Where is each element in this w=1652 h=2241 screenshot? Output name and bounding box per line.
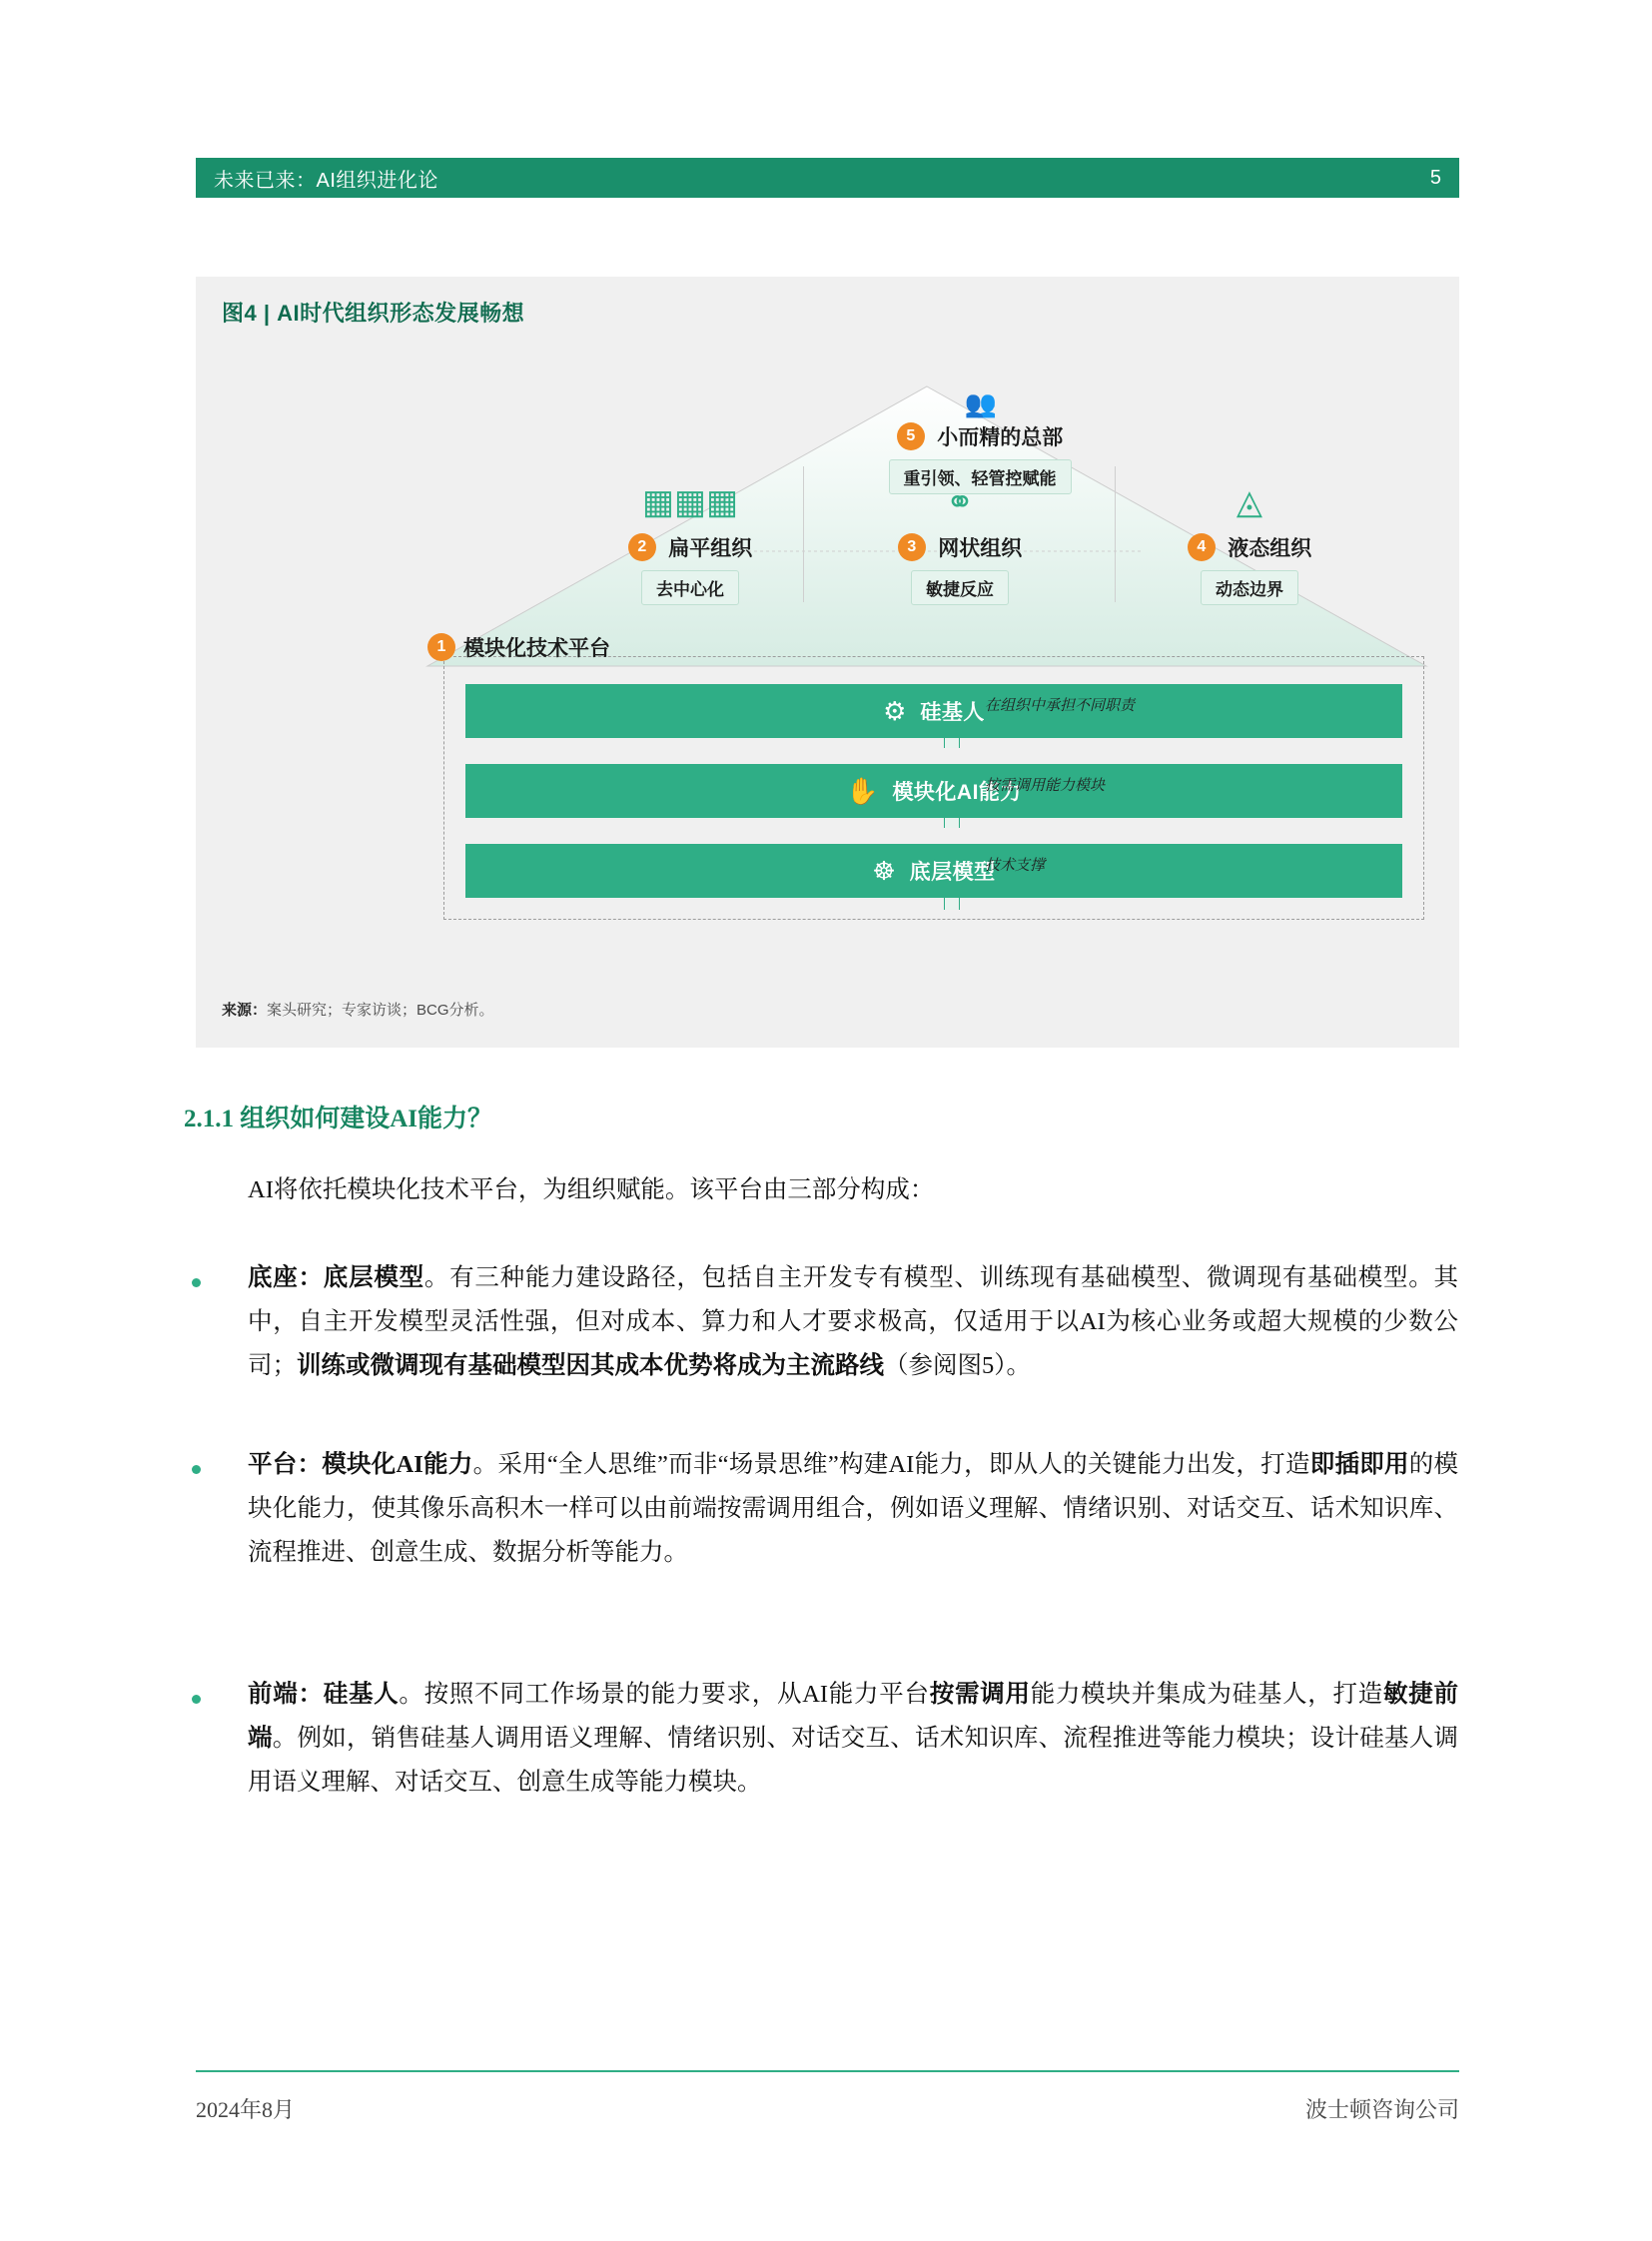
org-chart-icon: ▦▦▦	[641, 483, 739, 521]
bullet-text-3e: 。例如，销售硅基人调用语义理解、情绪识别、对话交互、话术知识库、流程推进等能力模块；设计硅基人调用语义理解、对话交互、创意生成等能力模块。	[248, 1725, 1459, 1796]
layer-label-modular: 模块化AI能力	[892, 781, 1022, 804]
bullet-text-3c: 能力模块并集成为硅基人，打造	[1030, 1681, 1384, 1708]
layer-note-modular: 按需调用能力模块	[985, 777, 1106, 794]
bullet-lead-2: 平台：模块化AI能力	[248, 1451, 473, 1478]
block-title-network: 网状组织	[938, 537, 1023, 560]
block-sub-fluid: 动态边界	[1201, 570, 1298, 605]
block-sub-hq: 重引领、轻管控赋能	[889, 459, 1072, 494]
figure-title: 图4 | AI时代组织形态发展畅想	[222, 301, 525, 326]
bullet-item-platform	[248, 1443, 1458, 1575]
bullet-item-foundation	[248, 1256, 1458, 1388]
block-title-fluid: 液态组织	[1228, 537, 1312, 560]
bullet-text-1a: 。有三种能力建设路径，包括自主开发专有模型、训练现有基础模型、微调现有基础模型。其中，自主开发模型灵活性强，但对成本、算力和人才要求极高，仅适用于以AI为核心业务或超大规模的少数公司；	[248, 1264, 1459, 1379]
bullet-text-3a: 。按照不同工作场景的能力要求，从AI能力平台	[399, 1681, 930, 1708]
badge-number-5: 5	[897, 422, 925, 450]
figure-source	[222, 999, 494, 1020]
bullet-bold-2b: 即插即用	[1309, 1451, 1409, 1478]
figure-block-fluid	[1125, 466, 1374, 605]
bullet-item-frontend	[248, 1673, 1458, 1805]
bullet-bold-1b: 训练或微调现有基础模型因其成本优势将成为主流路线	[297, 1352, 884, 1379]
layer-bar-modular	[465, 764, 1402, 818]
layer-bar-foundation	[465, 844, 1402, 898]
bullet-bold-3b: 按需调用	[929, 1681, 1031, 1708]
figure-container	[196, 277, 1459, 1048]
bullet-marker	[192, 1465, 201, 1474]
layer-note-foundation: 技术支撑	[985, 857, 1046, 874]
block-sub-network: 敏捷反应	[911, 570, 1009, 605]
bullet-lead-3: 前端：硅基人	[248, 1681, 400, 1708]
header-page-number: 5	[1429, 166, 1441, 189]
block-title-hq: 小而精的总部	[937, 426, 1064, 449]
badge-number-3: 3	[898, 533, 926, 561]
network-nodes-icon: ⚭	[945, 483, 975, 521]
footer-company: 波士顿咨询公司	[1304, 2097, 1459, 2122]
footer-date: 2024年8月	[196, 2097, 296, 2122]
people-group-icon: 👥	[964, 388, 996, 418]
figure-source-label: 来源：	[222, 1002, 268, 1019]
bullet-text-2c: 的模块化能力，使其像乐高积木一样可以由前端按需调用组合，例如语义理解、情绪识别、对话交互、话术知识库、流程推进、创意生成、数据分析等能力。	[248, 1451, 1459, 1566]
figure-block-network	[835, 466, 1085, 605]
bullet-marker	[192, 1278, 201, 1287]
ai-head-icon: ⚙	[883, 695, 907, 726]
block-title-flat: 扁平组织	[668, 537, 753, 560]
figure-source-text: 案头研究；专家访谈；BCG分析。	[267, 1002, 494, 1019]
block-title-platform: 模块化技术平台	[463, 637, 610, 660]
badge-number-1: 1	[427, 633, 455, 661]
figure-block-platform	[427, 632, 610, 662]
bullet-bold-3d: 敏捷前端	[248, 1681, 1459, 1752]
layer-bar-silicon	[465, 684, 1402, 738]
block-sub-flat: 去中心化	[641, 570, 739, 605]
footer-divider	[196, 2070, 1459, 2072]
divider-right	[1115, 466, 1116, 602]
header-title: 未来已来：AI组织进化论	[214, 169, 438, 192]
brain-chip-icon: ☸	[872, 855, 896, 886]
fluid-shape-icon: ◬	[1236, 483, 1263, 521]
layer-label-foundation: 底层模型	[909, 861, 996, 884]
figure-block-flat	[565, 466, 815, 605]
badge-number-2: 2	[628, 533, 656, 561]
section-heading: 2.1.1 组织如何建设AI能力？	[184, 1106, 493, 1132]
bullet-text-2a: 。采用“全人思维”而非“场景思维”构建AI能力，即从人的关键能力出发，打造	[472, 1451, 1310, 1478]
bullet-marker	[192, 1695, 201, 1704]
layer-note-silicon: 在组织中承担不同职责	[985, 697, 1136, 714]
badge-number-4: 4	[1188, 533, 1216, 561]
layer-label-silicon: 硅基人	[920, 701, 985, 724]
page-header	[196, 158, 1459, 198]
bullet-lead-1: 底座：底层模型	[248, 1264, 424, 1291]
bullet-text-1c: （参阅图5）。	[884, 1352, 1031, 1379]
hand-ai-icon: ✋	[846, 775, 879, 806]
intro-paragraph: AI将依托模块化技术平台，为组织赋能。该平台由三部分构成：	[248, 1176, 935, 1203]
